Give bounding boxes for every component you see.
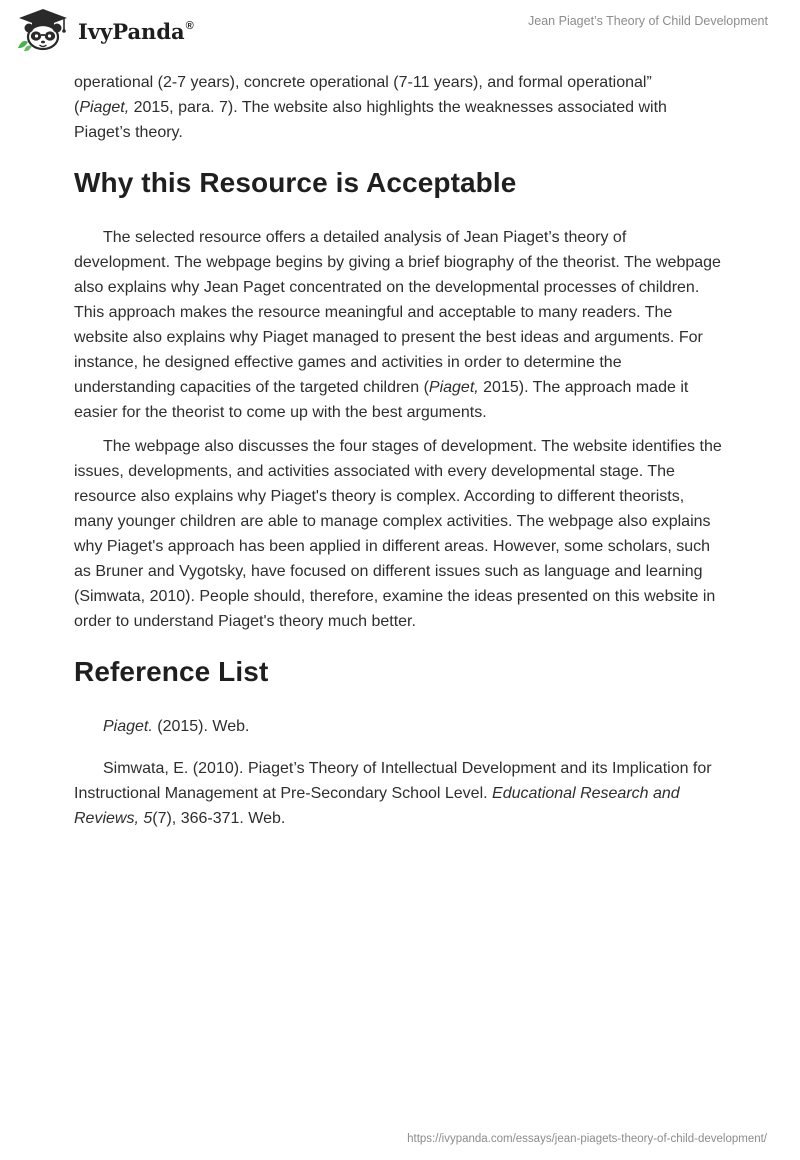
journal-title-italic: Educational Research and Reviews, 5 [74,785,680,827]
document-title: Jean Piaget’s Theory of Child Development [528,14,768,28]
body-paragraph-2: The webpage also discusses the four stages of development. The website identifies the issues, developments, and activities associated with every developmental stage. The resource also explains why Piaget's theory is complex. According to different theorists, many younger children are able to manage complex activities. The webpage also explains why Piaget's approach has been applied in different areas. However, some scholars, such as Bruner and Vygotsky, have focused on different issues such as language and learning (Simwata, 2010). People should, therefore, examine the ideas presented on this website in order to understand Piaget's theory much better. [74,438,722,630]
citation-italic: Piaget, [79,99,130,116]
section-heading-reference-list: Reference List [74,656,269,687]
reference-title-italic: Piaget. [103,718,153,735]
page-header [0,0,800,62]
citation-italic: Piaget, [428,379,479,396]
source-url[interactable]: https://ivypanda.com/essays/jean-piagets-theory-of-child-development/ [407,1133,767,1145]
reference-item-2: Simwata, E. (2010). Piaget’s Theory of Intellectual Development and its Implication for Instructional Management at Pre-Secondary School Level. Educational Research and Reviews, 5(7), 366-371. Web. [74,760,712,827]
brand-logo[interactable] [14,8,194,52]
brand-name: IvyPanda® [78,18,194,44]
registered-mark: ® [185,19,194,32]
intro-paragraph: operational (2-7 years), concrete operational (7-11 years), and formal operational” (Piaget, 2015, para. 7). The website also highlights the weaknesses associated with Piaget’s theory. [74,74,667,141]
intro-text-rest: 2015, para. 7). The website also highlights the weaknesses associated with Piaget’s theory. [74,99,667,141]
body-paragraph-1: The selected resource offers a detailed analysis of Jean Piaget’s theory of development. The webpage begins by giving a brief biography of the theorist. The webpage also explains why Jean Paget concentrated on the developmental processes of children. This approach makes the resource meaningful and acceptable to many readers. The website also explains why Piaget managed to present the best ideas and arguments. For instance, he designed effective games and activities in order to determine the understanding capacities of the targeted children (Piaget, 2015). The approach made it easier for the theorist to come up with the best arguments. [74,229,721,421]
panda-graduate-icon [14,8,72,52]
reference-item-1: Piaget. (2015). Web. [103,718,250,735]
intro-text: operational (2-7 years), concrete operational (7-11 years), and formal operational” [74,74,652,91]
essay-content [74,70,724,831]
section-heading-why-acceptable: Why this Resource is Acceptable [74,167,517,198]
